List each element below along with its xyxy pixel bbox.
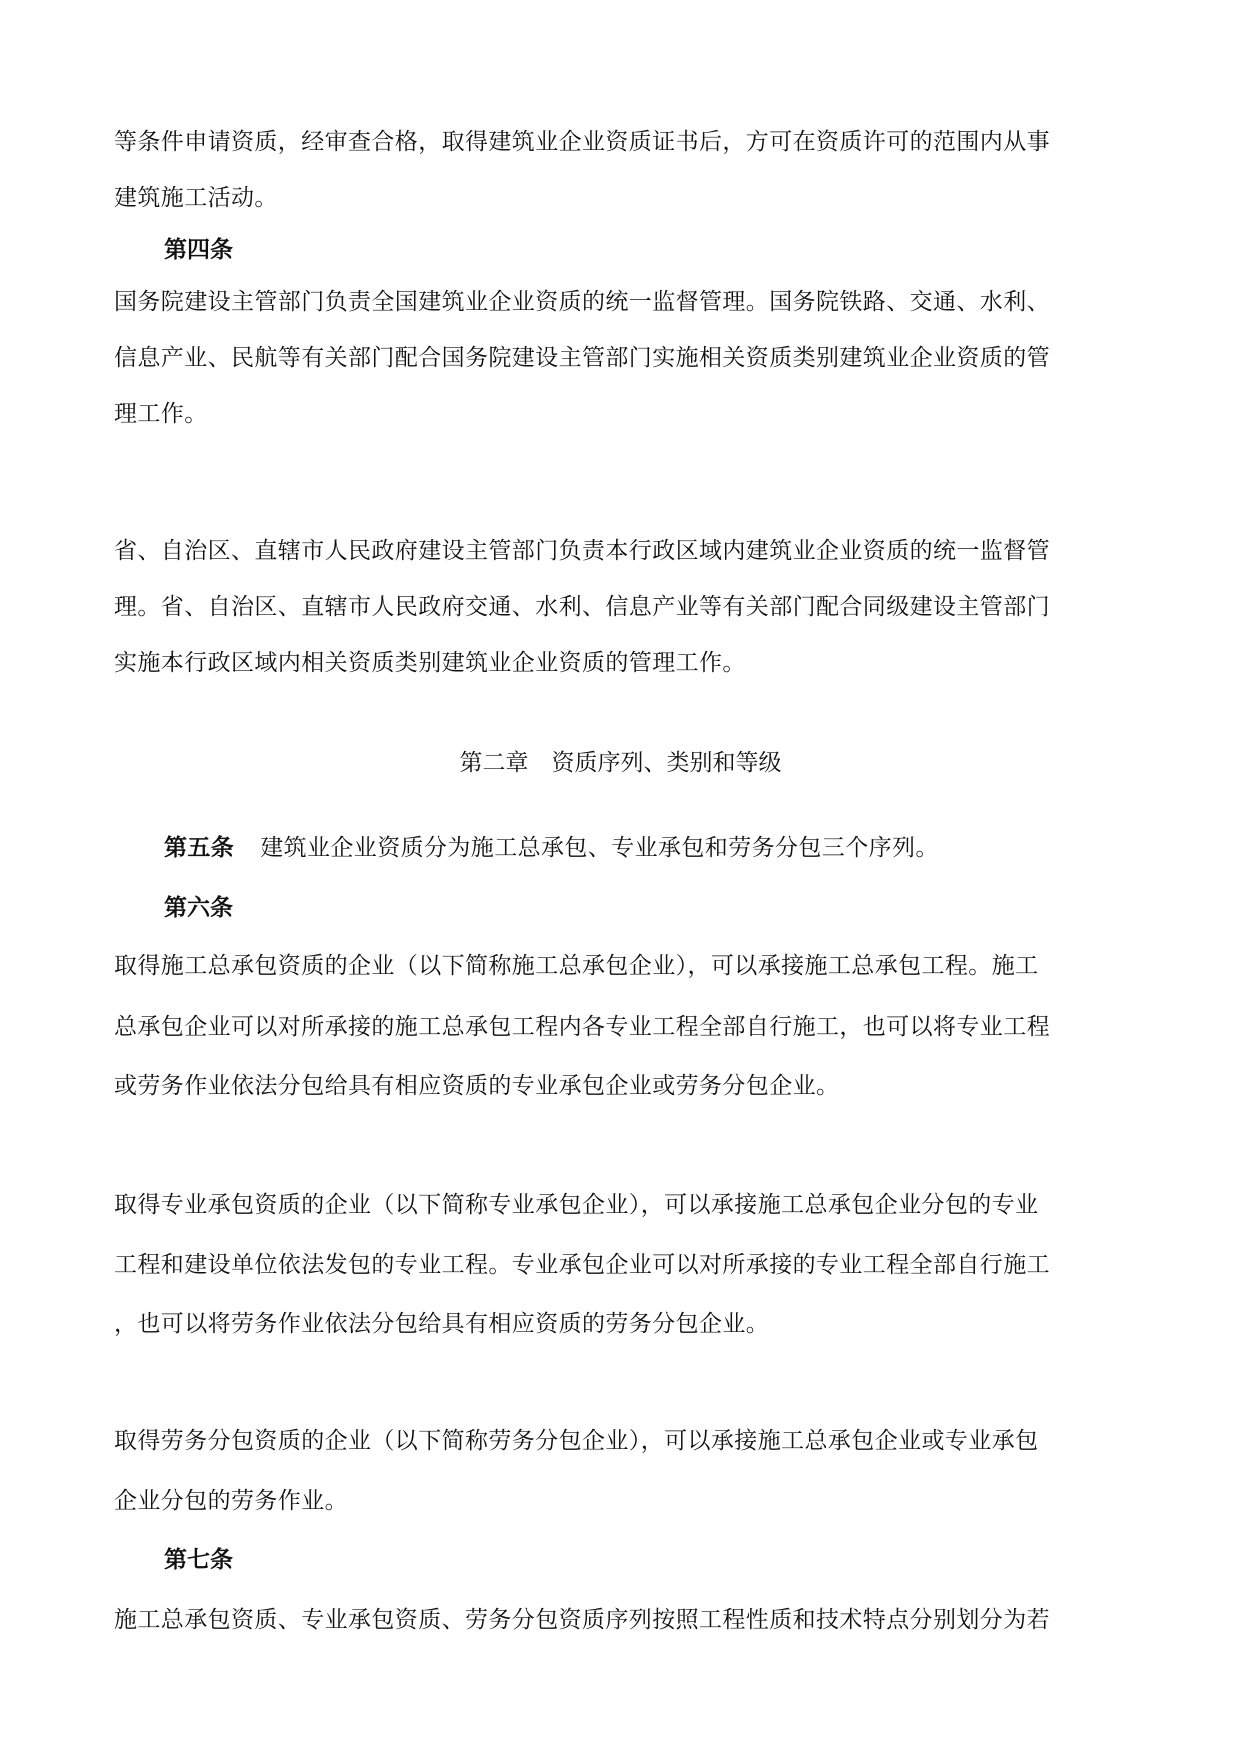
body-text-line: 建筑施工活动。 bbox=[114, 185, 278, 211]
body-text-line: 省、自治区、直辖市人民政府建设主管部门负责本行政区域内建筑业企业资质的统一监督管 bbox=[114, 538, 1050, 564]
body-text-line: 或劳务作业依法分包给具有相应资质的专业承包企业或劳务分包企业。 bbox=[114, 1073, 840, 1099]
body-text-line: 国务院建设主管部门负责全国建筑业企业资质的统一监督管理。国务院铁路、交通、水利、 bbox=[114, 289, 1050, 315]
body-text-line: 总承包企业可以对所承接的施工总承包工程内各专业工程全部自行施工，也可以将专业工程 bbox=[114, 1014, 1050, 1040]
article-heading: 第七条 bbox=[164, 1546, 233, 1573]
article-heading: 第五条 bbox=[164, 834, 235, 861]
body-text-line: 取得劳务分包资质的企业（以下简称劳务分包企业），可以承接施工总承包企业或专业承包 bbox=[114, 1428, 1039, 1454]
article-heading: 第四条 bbox=[164, 236, 233, 263]
body-text-line: ，也可以将劳务作业依法分包给具有相应资质的劳务分包企业。 bbox=[114, 1311, 770, 1337]
article-heading: 第六条 bbox=[164, 894, 233, 921]
body-text-line: 理工作。 bbox=[114, 401, 208, 427]
body-text-line: 理。省、自治区、直辖市人民政府交通、水利、信息产业等有关部门配合同级建设主管部门 bbox=[114, 594, 1050, 620]
body-text-line: 信息产业、民航等有关部门配合国务院建设主管部门实施相关资质类别建筑业企业资质的管 bbox=[114, 345, 1050, 371]
body-text-line: 企业分包的劳务作业。 bbox=[114, 1488, 348, 1514]
body-text-line: 取得施工总承包资质的企业（以下简称施工总承包企业），可以承接施工总承包工程。施工 bbox=[114, 953, 1039, 979]
body-text-line: 实施本行政区域内相关资质类别建筑业企业资质的管理工作。 bbox=[114, 650, 746, 676]
chapter-title: 第二章 资质序列、类别和等级 bbox=[459, 750, 782, 776]
body-text-line: 施工总承包资质、专业承包资质、劳务分包资质序列按照工程性质和技术特点分别划分为若 bbox=[114, 1607, 1050, 1633]
body-text-line: 等条件申请资质，经审查合格，取得建筑业企业资质证书后，方可在资质许可的范围内从事 bbox=[114, 129, 1050, 155]
body-text-line: 取得专业承包资质的企业（以下简称专业承包企业），可以承接施工总承包企业分包的专业 bbox=[114, 1192, 1039, 1218]
body-text-line: 工程和建设单位依法发包的专业工程。专业承包企业可以对所承接的专业工程全部自行施工 bbox=[114, 1252, 1050, 1278]
article-text: 建筑业企业资质分为施工总承包、专业承包和劳务分包三个序列。 bbox=[260, 835, 939, 861]
article-inline bbox=[164, 833, 939, 863]
